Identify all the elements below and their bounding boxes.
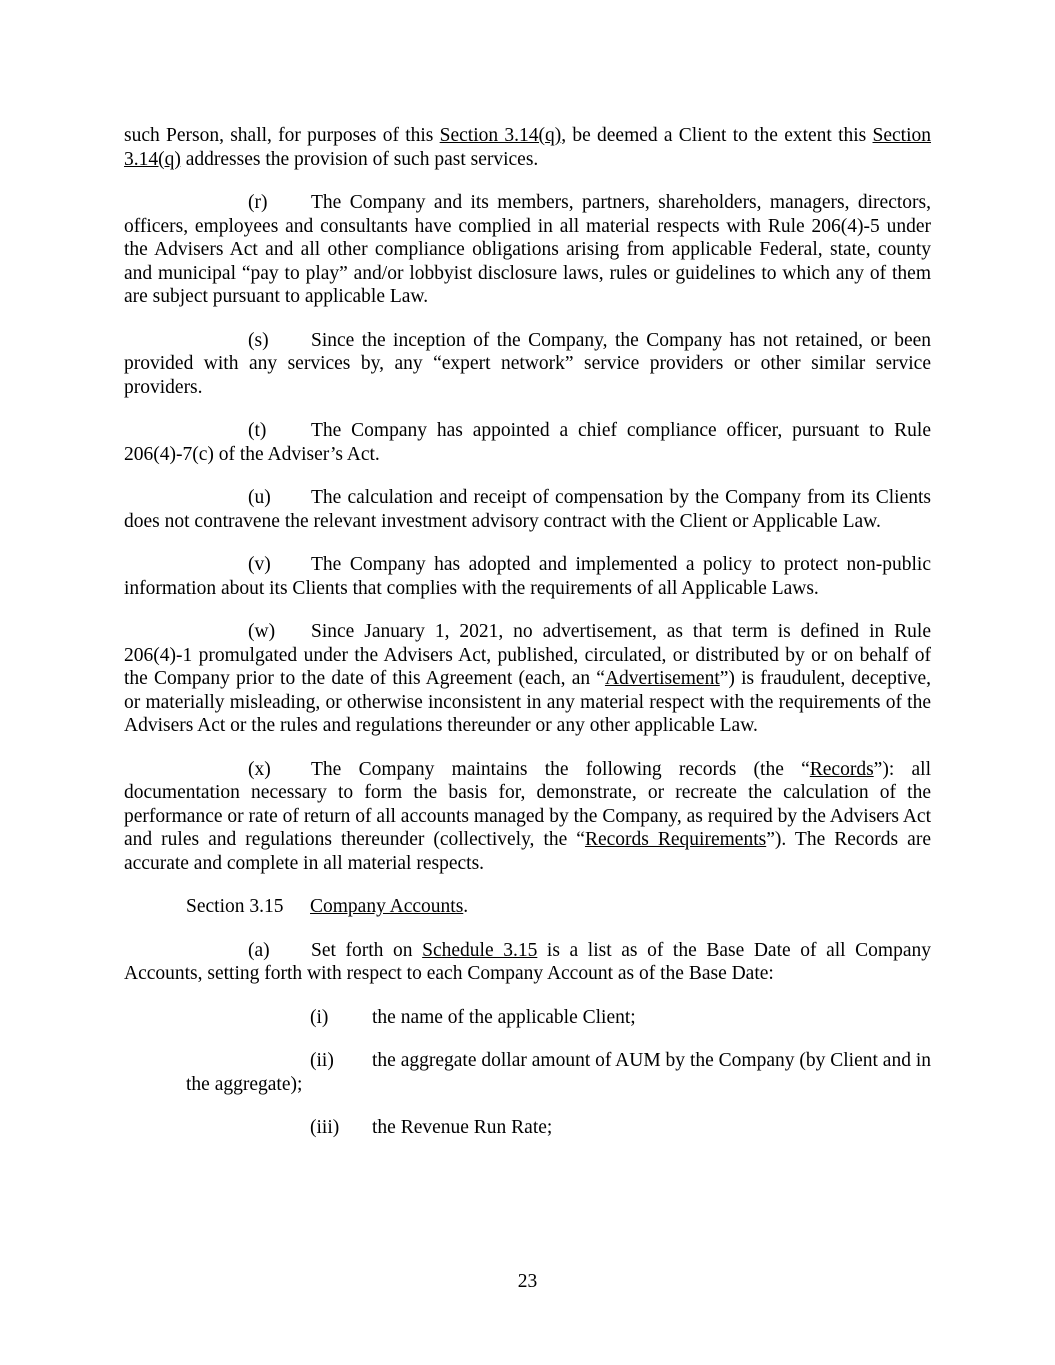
schedule-reference: Schedule 3.15 <box>422 939 538 961</box>
paragraph-label: (s) <box>248 329 269 351</box>
intro-text-3: addresses the provision of such past services. <box>180 148 539 170</box>
paragraph-text: The Company has adopted and implemented a policy to protect non-public information about its Clients that complies with the requirements of all Applicable Laws. <box>124 554 931 599</box>
paragraph-text: ”): all documentation necessary to form the basis for, demonstrate, or recreate the calculation of the performance or rate of return of all accounts managed by the Company, as required by the Advisers Act and rules and regulations thereunder (collectively, the “ <box>124 758 931 850</box>
list-item-text: the aggregate dollar amount of AUM by the Company (by Client and in the aggregate); <box>186 1050 931 1095</box>
section-title-period: . <box>463 896 469 917</box>
section-reference: Section 3.14(q) <box>439 125 562 146</box>
paragraph-t <box>124 419 931 466</box>
defined-term: Records <box>809 758 874 780</box>
paragraph-text: The Company and its members, partners, shareholders, managers, directors, officers, employees and consultants have complied in all material respects with Rule 206(4)-5 under the Advisers Act and all other compliance obligations arising from applicable Federal, state, county and municipal “pay to play” and/or lobbyist disclosure laws, rules or guidelines to which any of them are subject pursuant to applicable Law. <box>124 192 931 307</box>
paragraph-u <box>124 486 931 533</box>
list-item-iii <box>124 1116 931 1140</box>
section-number: Section 3.15 <box>186 896 284 917</box>
paragraph-text: The Company has appointed a chief compliance officer, pursuant to Rule 206(4)-7(c) of the Adviser’s Act. <box>124 420 931 465</box>
document-body <box>124 124 931 1140</box>
page-number: 23 <box>517 1271 538 1292</box>
section-heading <box>124 895 931 919</box>
paragraph-x <box>124 758 931 876</box>
paragraph-label: (w) <box>248 621 276 642</box>
list-item-text: the Revenue Run Rate; <box>372 1117 553 1138</box>
paragraph-text: Set forth on <box>311 939 423 961</box>
list-item-text: the name of the applicable Client; <box>372 1006 636 1028</box>
defined-term: Advertisement <box>604 668 720 689</box>
intro-text-1: such Person, shall, for purposes of this <box>124 125 440 146</box>
paragraph-text: Since the inception of the Company, the Company has not retained, or been provided with any services by, any “expert network” service providers or other similar service providers. <box>124 329 931 398</box>
paragraph-text: ”) is fraudulent, deceptive, or materially misleading, or otherwise inconsistent in any material respect with the requirements of the Advisers Act or the rules and regulations thereunder or any other applicable Law. <box>124 668 932 736</box>
list-item-label: (ii) <box>310 1050 334 1071</box>
list-item-i <box>124 1006 931 1030</box>
paragraph-label: (x) <box>248 758 271 780</box>
list-item-label: (i) <box>310 1006 329 1028</box>
intro-paragraph <box>124 124 931 171</box>
intro-text-2: , be deemed a Client to the extent this <box>561 125 873 146</box>
section-reference: Section 3.14(q) <box>124 125 932 170</box>
paragraph-r <box>124 191 931 309</box>
paragraph-text: The calculation and receipt of compensation by the Company from its Clients does not contravene the relevant investment advisory contract with the Client or Applicable Law. <box>124 487 931 532</box>
paragraph-v <box>124 553 931 600</box>
paragraph-label: (a) <box>248 939 270 961</box>
paragraph-label: (r) <box>248 192 268 213</box>
paragraph-text: ”). The Records are accurate and complete in all material respects. <box>124 829 931 874</box>
paragraph-label: (v) <box>248 554 271 575</box>
paragraph-label: (u) <box>248 487 271 508</box>
defined-term: Records Requirements <box>584 829 767 850</box>
list-item-ii <box>124 1049 931 1096</box>
paragraph-a <box>124 939 931 986</box>
paragraph-text: The Company maintains the following records (the “ <box>311 758 810 780</box>
paragraph-text: Since January 1, 2021, no advertisement, as that term is defined in Rule 206(4)-1 promulgated under the Advisers Act, published, circulated, or distributed by or on behalf of the Company prior to the date of this Agreement (each, an “ <box>124 621 931 689</box>
list-item-label: (iii) <box>310 1117 340 1138</box>
paragraph-s <box>124 329 931 400</box>
paragraph-text: is a list as of the Base Date of all Company Accounts, setting forth with respect to each Company Account as of the Base Date: <box>124 939 931 984</box>
section-title: Company Accounts <box>310 896 464 917</box>
paragraph-label: (t) <box>248 420 267 441</box>
paragraph-w <box>124 620 931 738</box>
